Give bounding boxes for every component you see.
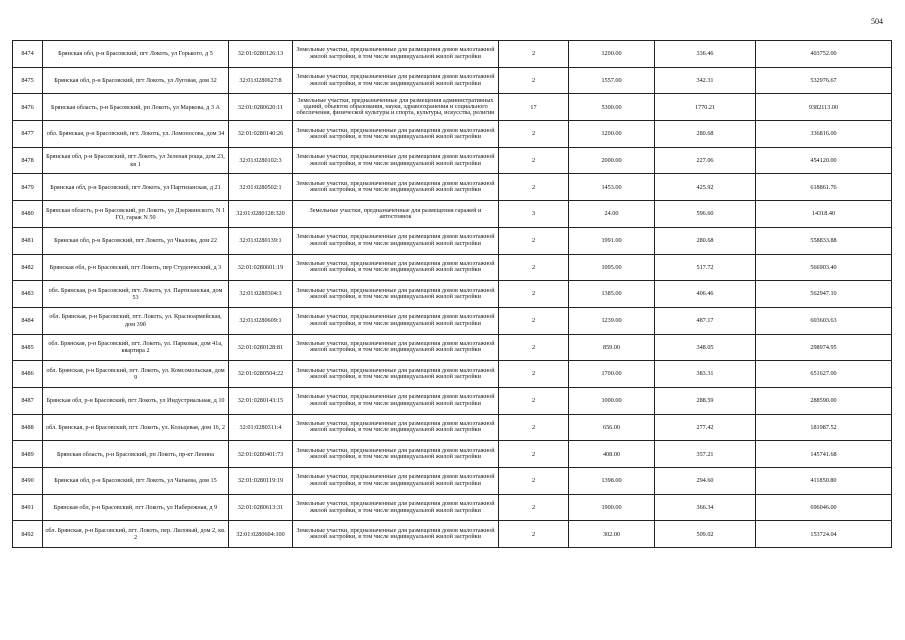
area-cell: 24.00 xyxy=(569,201,655,228)
specific-value-cell: 280.68 xyxy=(655,227,756,254)
use-group-cell: 2 xyxy=(499,307,569,334)
table-row xyxy=(13,281,892,308)
use-group-cell: 2 xyxy=(499,334,569,361)
table-row xyxy=(13,361,892,388)
cadastral-number-cell: 32:01:0280126:13 xyxy=(229,41,293,68)
cadastral-value-cell: 618861.76 xyxy=(756,174,892,201)
record-number-cell: 8492 xyxy=(13,521,43,548)
cadastral-value-cell: 558833.88 xyxy=(756,227,892,254)
area-cell: 1200.00 xyxy=(569,121,655,148)
land-use-cell: Земельные участки, предназначенные для размещения гаражей и автостоянок xyxy=(293,201,499,228)
use-group-cell: 2 xyxy=(499,387,569,414)
cadastral-value-cell: 14318.40 xyxy=(756,201,892,228)
land-use-cell: Земельные участки, предназначенные для размещения домов малоэтажной жилой застройки, в том числе индивидуальной жилой застройки xyxy=(293,281,499,308)
use-group-cell: 2 xyxy=(499,414,569,441)
record-number-cell: 8491 xyxy=(13,494,43,521)
address-cell: Брянская обл, р-н Брасовский, пгт Локоть, ул Чапаева, дом 15 xyxy=(43,468,229,495)
address-cell: Брянская обл, р-н Брасовский, пгт Локоть, ул Чкалова, дом 22 xyxy=(43,227,229,254)
area-cell: 1900.00 xyxy=(569,494,655,521)
address-cell: обл. Брянская, р-н Брасовский, пгт. Локоть, ул. Кольцевая, дом 16, 2 xyxy=(43,414,229,441)
cadastral-value-cell: 153724.04 xyxy=(756,521,892,548)
address-cell: Брянская область, р-н Брасовский, рп Локоть, ул Маркова, д 3 А xyxy=(43,94,229,121)
area-cell: 2000.00 xyxy=(569,147,655,174)
land-use-cell: Земельные участки, предназначенные для размещения домов малоэтажной жилой застройки, в том числе индивидуальной жилой застройки xyxy=(293,147,499,174)
table-row xyxy=(13,227,892,254)
record-number-cell: 8476 xyxy=(13,94,43,121)
use-group-cell: 2 xyxy=(499,41,569,68)
table-row xyxy=(13,67,892,94)
address-cell: обл. Брянская, р-н Брасовский, пгт. Локоть, ул. Ломоносова, дом 34 xyxy=(43,121,229,148)
address-cell: обл. Брянская, р-н Брасовский, пгт. Локоть, ул. Партизанская, дом 53 xyxy=(43,281,229,308)
cadastral-number-cell: 32:01:0280311:4 xyxy=(229,414,293,441)
land-use-cell: Земельные участки, предназначенные для размещения домов малоэтажной жилой застройки, в том числе индивидуальной жилой застройки xyxy=(293,307,499,334)
specific-value-cell: 406.46 xyxy=(655,281,756,308)
area-cell: 1200.00 xyxy=(569,41,655,68)
table-row xyxy=(13,41,892,68)
use-group-cell: 2 xyxy=(499,281,569,308)
table-row xyxy=(13,201,892,228)
cadastral-number-cell: 32:01:0280140:26 xyxy=(229,121,293,148)
address-cell: обл. Брянская, р-н Брасовский, пгт. Локоть, ул. Комсомольская, дом 9 xyxy=(43,361,229,388)
cadastral-number-cell: 32:01:0280143:15 xyxy=(229,387,293,414)
land-use-cell: Земельные участки, предназначенные для размещения административных зданий, объектов образования, науки, здравоохранения и социального обеспечения, физической культуры и спорта, культуры, искусства, религии xyxy=(293,94,499,121)
specific-value-cell: 280.68 xyxy=(655,121,756,148)
record-number-cell: 8474 xyxy=(13,41,43,68)
use-group-cell: 2 xyxy=(499,227,569,254)
record-number-cell: 8484 xyxy=(13,307,43,334)
cadastral-value-cell: 562947.10 xyxy=(756,281,892,308)
address-cell: Брянская обл, р-н Брасовский, пгт Локоть, ул Набережная, д 9 xyxy=(43,494,229,521)
specific-value-cell: 277.42 xyxy=(655,414,756,441)
cadastral-value-cell: 696046.00 xyxy=(756,494,892,521)
table-row xyxy=(13,494,892,521)
table-row xyxy=(13,414,892,441)
specific-value-cell: 596.60 xyxy=(655,201,756,228)
specific-value-cell: 336.46 xyxy=(655,41,756,68)
specific-value-cell: 342.31 xyxy=(655,67,756,94)
land-use-cell: Земельные участки, предназначенные для размещения домов малоэтажной жилой застройки, в том числе индивидуальной жилой застройки xyxy=(293,121,499,148)
use-group-cell: 2 xyxy=(499,121,569,148)
address-cell: обл. Брянская, р-н Брасовский, пгт. Локоть, ул. Парковая, дом 41а, квартира 2 xyxy=(43,334,229,361)
area-cell: 1557.00 xyxy=(569,67,655,94)
cadastral-value-cell: 603603.63 xyxy=(756,307,892,334)
address-cell: Брянская область, р-н Брасовский, рп Локоть, ул Дзержинского, N 1 ГО, гараж N 50 xyxy=(43,201,229,228)
land-use-cell: Земельные участки, предназначенные для размещения домов малоэтажной жилой застройки, в том числе индивидуальной жилой застройки xyxy=(293,521,499,548)
cadastral-value-cell: 298974.95 xyxy=(756,334,892,361)
use-group-cell: 2 xyxy=(499,147,569,174)
address-cell: Брянская область, р-н Брасовский, рп Локоть, пр-кт Ленина xyxy=(43,441,229,468)
land-use-cell: Земельные участки, предназначенные для размещения домов малоэтажной жилой застройки, в том числе индивидуальной жилой застройки xyxy=(293,334,499,361)
record-number-cell: 8490 xyxy=(13,468,43,495)
record-number-cell: 8485 xyxy=(13,334,43,361)
record-number-cell: 8477 xyxy=(13,121,43,148)
specific-value-cell: 357.21 xyxy=(655,441,756,468)
land-use-cell: Земельные участки, предназначенные для размещения домов малоэтажной жилой застройки, в том числе индивидуальной жилой застройки xyxy=(293,227,499,254)
cadastral-number-cell: 32:01:0280502:1 xyxy=(229,174,293,201)
land-use-cell: Земельные участки, предназначенные для размещения домов малоэтажной жилой застройки, в том числе индивидуальной жилой застройки xyxy=(293,494,499,521)
page-number: 504 xyxy=(871,17,883,26)
cadastral-number-cell: 32:01:0280128:320 xyxy=(229,201,293,228)
address-cell: Брянская обл, р-н Брасовский, пгт Локоть, ул Зеленая роща, дом 23, кв 1 xyxy=(43,147,229,174)
specific-value-cell: 366.34 xyxy=(655,494,756,521)
use-group-cell: 2 xyxy=(499,441,569,468)
cadastral-number-cell: 32:01:0280504:22 xyxy=(229,361,293,388)
table-row xyxy=(13,387,892,414)
area-cell: 302.00 xyxy=(569,521,655,548)
cadastral-value-cell: 566903.40 xyxy=(756,254,892,281)
use-group-cell: 2 xyxy=(499,361,569,388)
land-use-cell: Земельные участки, предназначенные для размещения домов малоэтажной жилой застройки, в том числе индивидуальной жилой застройки xyxy=(293,361,499,388)
specific-value-cell: 425.92 xyxy=(655,174,756,201)
cadastral-value-cell: 403752.00 xyxy=(756,41,892,68)
cadastral-number-cell: 32:01:0280613:31 xyxy=(229,494,293,521)
cadastral-number-cell: 32:01:0280139:1 xyxy=(229,227,293,254)
cadastral-value-cell: 336816.00 xyxy=(756,121,892,148)
land-registry-table xyxy=(12,40,892,548)
record-number-cell: 8482 xyxy=(13,254,43,281)
cadastral-value-cell: 411850.80 xyxy=(756,468,892,495)
cadastral-number-cell: 32:01:0280609:1 xyxy=(229,307,293,334)
record-number-cell: 8480 xyxy=(13,201,43,228)
record-number-cell: 8486 xyxy=(13,361,43,388)
cadastral-number-cell: 32:01:0280620:11 xyxy=(229,94,293,121)
use-group-cell: 17 xyxy=(499,94,569,121)
use-group-cell: 3 xyxy=(499,201,569,228)
area-cell: 1000.00 xyxy=(569,387,655,414)
table-row xyxy=(13,147,892,174)
record-number-cell: 8488 xyxy=(13,414,43,441)
land-use-cell: Земельные участки, предназначенные для размещения домов малоэтажной жилой застройки, в том числе индивидуальной жилой застройки xyxy=(293,41,499,68)
area-cell: 1453.00 xyxy=(569,174,655,201)
area-cell: 1991.00 xyxy=(569,227,655,254)
land-use-cell: Земельные участки, предназначенные для размещения домов малоэтажной жилой застройки, в том числе индивидуальной жилой застройки xyxy=(293,387,499,414)
specific-value-cell: 288.59 xyxy=(655,387,756,414)
table-row xyxy=(13,174,892,201)
use-group-cell: 2 xyxy=(499,521,569,548)
cadastral-number-cell: 32:01:0280128:81 xyxy=(229,334,293,361)
address-cell: Брянская обл, р-н Брасовский, пгт Локоть, ул Горького, д 5 xyxy=(43,41,229,68)
cadastral-value-cell: 181987.52 xyxy=(756,414,892,441)
address-cell: Брянская обл, р-н Брасовский, пгт Локоть, ул Партизанская, д 21 xyxy=(43,174,229,201)
address-cell: Брянская обл, р-н Брасовский, пгт Локоть, ул Индустриальная, д 10 xyxy=(43,387,229,414)
cadastral-number-cell: 32:01:0280304:3 xyxy=(229,281,293,308)
area-cell: 1700.00 xyxy=(569,361,655,388)
land-use-cell: Земельные участки, предназначенные для размещения домов малоэтажной жилой застройки, в том числе индивидуальной жилой застройки xyxy=(293,414,499,441)
record-number-cell: 8483 xyxy=(13,281,43,308)
area-cell: 1239.00 xyxy=(569,307,655,334)
cadastral-number-cell: 32:01:0280119:19 xyxy=(229,468,293,495)
specific-value-cell: 1770.21 xyxy=(655,94,756,121)
table-row xyxy=(13,521,892,548)
address-cell: обл. Брянская, р-н Брасовский, пгт. Локоть, ул. Красноармейская, дом 39б xyxy=(43,307,229,334)
use-group-cell: 2 xyxy=(499,468,569,495)
specific-value-cell: 509.02 xyxy=(655,521,756,548)
table-row xyxy=(13,121,892,148)
land-use-cell: Земельные участки, предназначенные для размещения домов малоэтажной жилой застройки, в том числе индивидуальной жилой застройки xyxy=(293,254,499,281)
land-use-cell: Земельные участки, предназначенные для размещения домов малоэтажной жилой застройки, в том числе индивидуальной жилой застройки xyxy=(293,174,499,201)
record-number-cell: 8489 xyxy=(13,441,43,468)
table-row xyxy=(13,468,892,495)
cadastral-number-cell: 32:01:0280627:8 xyxy=(229,67,293,94)
use-group-cell: 2 xyxy=(499,494,569,521)
cadastral-value-cell: 454120.00 xyxy=(756,147,892,174)
record-number-cell: 8479 xyxy=(13,174,43,201)
cadastral-value-cell: 9382113.00 xyxy=(756,94,892,121)
record-number-cell: 8475 xyxy=(13,67,43,94)
area-cell: 656.00 xyxy=(569,414,655,441)
use-group-cell: 2 xyxy=(499,254,569,281)
cadastral-value-cell: 532976.67 xyxy=(756,67,892,94)
area-cell: 1095.00 xyxy=(569,254,655,281)
table-row xyxy=(13,441,892,468)
cadastral-number-cell: 32:01:0280601:19 xyxy=(229,254,293,281)
record-number-cell: 8478 xyxy=(13,147,43,174)
area-cell: 5300.00 xyxy=(569,94,655,121)
area-cell: 408.00 xyxy=(569,441,655,468)
specific-value-cell: 348.05 xyxy=(655,334,756,361)
use-group-cell: 2 xyxy=(499,67,569,94)
table-row xyxy=(13,334,892,361)
address-cell: обл. Брянская, р-н Брасовский, пгт. Локоть, пер. Лиловый, дом 2, кв. 2 xyxy=(43,521,229,548)
table-row xyxy=(13,94,892,121)
cadastral-value-cell: 651627.00 xyxy=(756,361,892,388)
use-group-cell: 2 xyxy=(499,174,569,201)
cadastral-value-cell: 145741.68 xyxy=(756,441,892,468)
area-cell: 1385.00 xyxy=(569,281,655,308)
address-cell: Брянская обл, р-н Брасовский, пгт Локоть, пер Студенческий, д 3 xyxy=(43,254,229,281)
address-cell: Брянская обл, р-н Брасовский, пгт Локоть, ул Луговая, дом 32 xyxy=(43,67,229,94)
land-use-cell: Земельные участки, предназначенные для размещения домов малоэтажной жилой застройки, в том числе индивидуальной жилой застройки xyxy=(293,441,499,468)
table-row xyxy=(13,254,892,281)
record-number-cell: 8487 xyxy=(13,387,43,414)
cadastral-number-cell: 32:01:0280401:73 xyxy=(229,441,293,468)
area-cell: 859.00 xyxy=(569,334,655,361)
specific-value-cell: 227.06 xyxy=(655,147,756,174)
table-row xyxy=(13,307,892,334)
land-use-cell: Земельные участки, предназначенные для размещения домов малоэтажной жилой застройки, в том числе индивидуальной жилой застройки xyxy=(293,468,499,495)
record-number-cell: 8481 xyxy=(13,227,43,254)
cadastral-number-cell: 32:01:0280102:3 xyxy=(229,147,293,174)
land-use-cell: Земельные участки, предназначенные для размещения домов малоэтажной жилой застройки, в том числе индивидуальной жилой застройки xyxy=(293,67,499,94)
specific-value-cell: 294.60 xyxy=(655,468,756,495)
specific-value-cell: 487.17 xyxy=(655,307,756,334)
specific-value-cell: 383.31 xyxy=(655,361,756,388)
table-body xyxy=(13,41,892,548)
cadastral-value-cell: 288590.00 xyxy=(756,387,892,414)
specific-value-cell: 517.72 xyxy=(655,254,756,281)
cadastral-number-cell: 32:01:0280604:100 xyxy=(229,521,293,548)
area-cell: 1398.00 xyxy=(569,468,655,495)
